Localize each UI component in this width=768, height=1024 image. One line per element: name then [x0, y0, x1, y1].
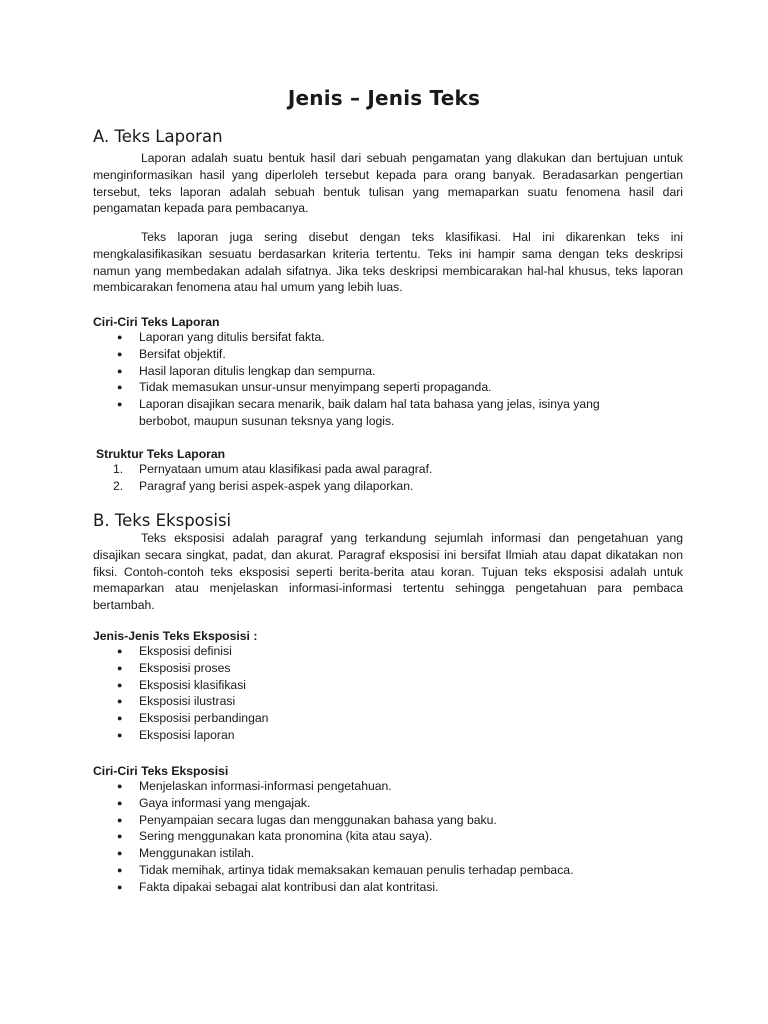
ciri-laporan-list: [93, 329, 643, 430]
bullet-icon: ●: [117, 646, 123, 656]
list-item: ● Tidak memasukan unsur-unsur menyimpang seperti propaganda.: [117, 380, 492, 395]
bullet-icon: ●: [117, 365, 123, 376]
bullet-icon: ●: [117, 864, 123, 875]
ciri-eksposisi-heading: Ciri-Ciri Teks Eksposisi: [93, 764, 229, 778]
bullet-icon: ●: [117, 781, 123, 791]
document-title: Jenis – Jenis Teks: [287, 86, 481, 110]
list-item: ● Penyampaian secara lugas dan menggunakan bahasa yang baku.: [117, 812, 497, 827]
list-item: ● Eksposisi ilustrasi: [117, 694, 236, 709]
bullet-icon: ●: [117, 399, 123, 410]
list-item: 1. Pernyataan umum atau klasifikasi pada awal paragraf.: [113, 462, 433, 476]
list-item: ● Eksposisi proses: [117, 660, 231, 675]
bullet-icon: ●: [117, 848, 123, 859]
list-item: ● Eksposisi definisi: [117, 644, 232, 658]
list-item: ● Gaya informasi yang mengajak.: [117, 795, 311, 810]
bullet-icon: ●: [117, 729, 123, 740]
list-item: ● Menggunakan istilah.: [117, 846, 255, 861]
ciri-laporan-heading: Ciri-Ciri Teks Laporan: [93, 315, 220, 329]
bullet-icon: ●: [117, 662, 123, 673]
section-b-heading: B. Teks Eksposisi: [93, 511, 232, 530]
list-item: ● Eksposisi klasifikasi: [117, 677, 247, 692]
section-a-heading: A. Teks Laporan: [93, 127, 223, 146]
bullet-icon: ●: [117, 881, 123, 892]
bullet-icon: ●: [117, 831, 123, 842]
jenis-eksposisi-heading: Jenis-Jenis Teks Eksposisi :: [93, 629, 258, 643]
bullet-icon: ●: [117, 348, 123, 359]
bullet-icon: ●: [117, 696, 123, 707]
list-item: 2. Paragraf yang berisi aspek-aspek yang dilaporkan.: [113, 478, 414, 493]
struktur-laporan-list: [93, 461, 643, 495]
bullet-icon: ●: [117, 713, 123, 724]
list-item: ● Laporan disajikan secara menarik, baik dalam hal tata bahasa yang jelas, isinya yang berbobot, maupun susunan teksnya yang logis.: [117, 397, 600, 428]
ciri-eksposisi-list: [93, 778, 643, 896]
list-item: ● Hasil laporan ditulis lengkap dan sempurna.: [117, 363, 376, 378]
bullet-icon: ●: [117, 332, 123, 342]
list-item: ● Sering menggunakan kata pronomina (kita atau saya).: [117, 829, 433, 844]
section-a-paragraph-2: Teks laporan juga sering disebut dengan teks klasifikasi. Hal ini dikarenkan teks ini mengkalasifikasikan sesuatu berdasarkan kriteria tertentu. Teks ini hampir sama dengan teks deskripsi namun yang membedakan adalah sifatnya. Jika teks deskripsi membicarakan hal-hal khusus, teks laporan membicarakan fenomena atau hal umum yang lebih luas.: [93, 230, 683, 295]
list-item: ● Eksposisi laporan: [117, 727, 235, 742]
list-item: ● Tidak memihak, artinya tidak memaksakan kemauan penulis terhadap pembaca.: [117, 862, 574, 877]
section-a-paragraph-1: Laporan adalah suatu bentuk hasil dari sebuah pengamatan yang dlakukan dan bertujuan untuk menginformasikan hasil yang diperloleh tersebut kepada para orang banyak. Beradasarkan pengertian tersebut, teks laporan adalah sebuah bentuk tulisan yang memaparkan suatu fenomena hasil dari pengamatan kepada para pembacanya.: [93, 151, 683, 216]
list-item: ● Eksposisi perbandingan: [117, 711, 269, 726]
list-item: ● Menjelaskan informasi-informasi pengetahuan.: [117, 779, 392, 793]
bullet-icon: ●: [117, 814, 123, 825]
list-item: ● Laporan yang ditulis bersifat fakta.: [117, 330, 325, 344]
jenis-eksposisi-list: [93, 643, 643, 744]
bullet-icon: ●: [117, 679, 123, 690]
bullet-icon: ●: [117, 797, 123, 808]
list-item: ● Bersifat objektif.: [117, 346, 226, 361]
bullet-icon: ●: [117, 382, 123, 393]
section-b-paragraph: Teks eksposisi adalah paragraf yang terkandung sejumlah informasi dan pengetahuan yang disajikan secara singkat, padat, dan akurat. Paragraf eksposisi ini bersifat Ilmiah atau dapat dikatakan non fiksi. Contoh-contoh teks eksposisi seperti berita-berita atau koran. Tujuan teks eksposisi adalah untuk memaparkan atau menjelaskan informasi-informasi tertentu sehingga pengetahuan para pembaca bertambah.: [93, 531, 683, 613]
list-item: ● Fakta dipakai sebagai alat kontribusi dan alat kontritasi.: [117, 879, 439, 894]
struktur-laporan-heading: Struktur Teks Laporan: [96, 447, 226, 461]
